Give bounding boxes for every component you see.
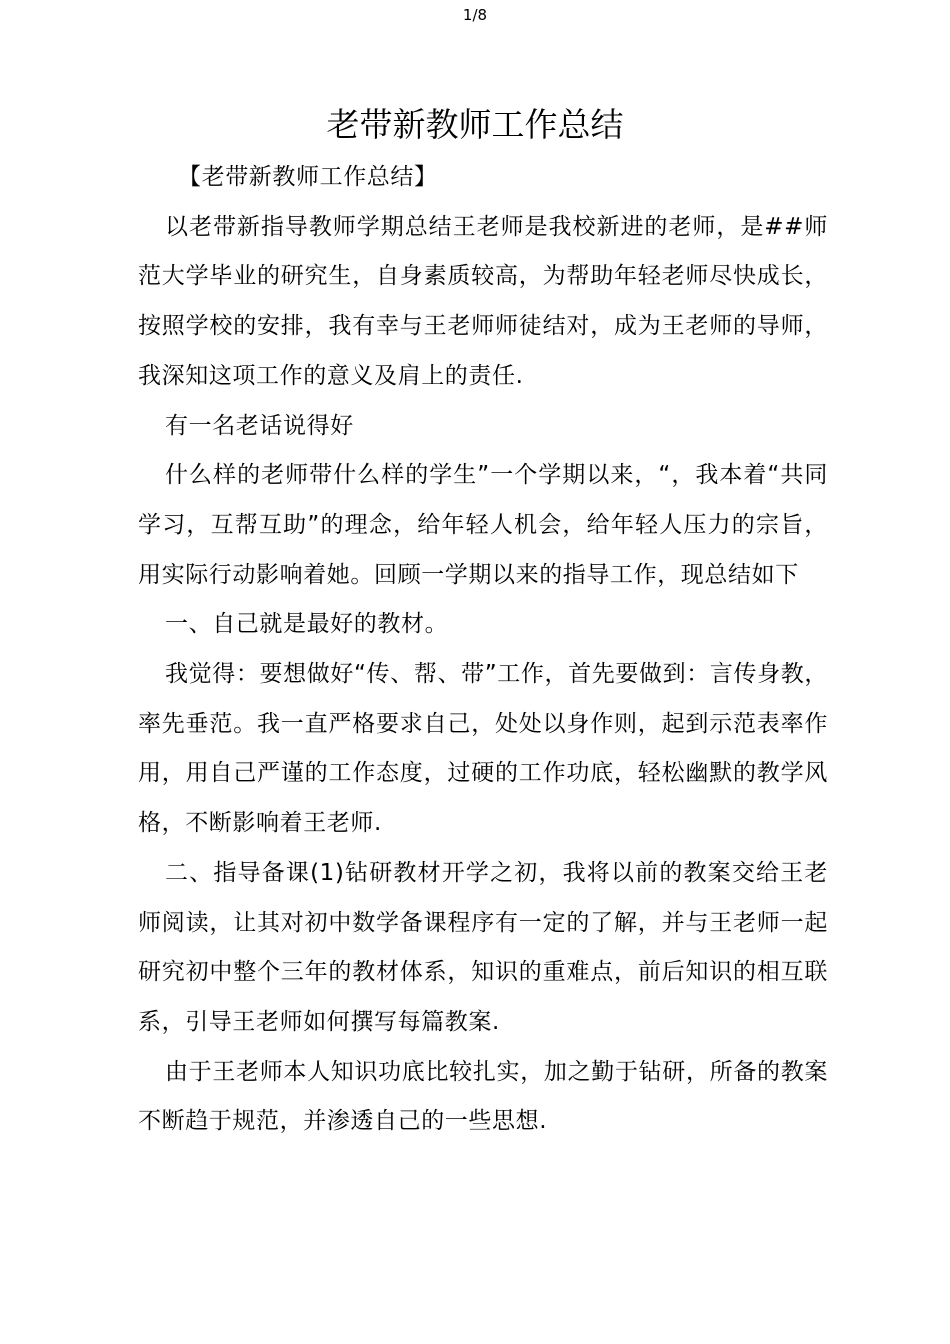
paragraph-philosophy: 什么样的老师带什么样的学生”一个学期以来，“，我本着“共同学习，互帮互助”的理念，给年轻人机会，给年轻人压力的宗旨，用实际行动影响着她。回顾一学期以来的指导工作，现总结如下 [138,462,828,588]
paragraph-lesson-prep: 二、指导备课(1)钻研教材开学之初，我将以前的教案交给王老师阅读，让其对初中数学备课程序有一定的了解，并与王老师一起研究初中整个三年的教材体系，知识的重难点，前后知识的相互联系，引导王老师如何撰写每篇教案. [138,859,828,1035]
paragraph-progress: 由于王老师本人知识功底比较扎实，加之勤于钻研，所备的教案不断趋于规范，并渗透自己的一些思想. [138,1058,828,1135]
paragraph-saying: 有一名老话说得好 [165,412,354,439]
document-title: 老带新教师工作总结 [326,105,624,144]
paragraph-role-model: 我觉得：要想做好“传、帮、带”工作，首先要做到：言传身教，率先垂范。我一直严格要求自己，处处以身作则，起到示范表率作用，用自己严谨的工作态度，过硬的工作功底，轻松幽默的教学风格，不断影响着王老师. [138,661,828,837]
document-subtitle: 【老带新教师工作总结】 [178,164,438,190]
section-heading-1: 一、自己就是最好的教材。 [165,611,449,638]
page-number: 1/8 [462,6,488,24]
paragraph-intro: 以老带新指导教师学期总结王老师是我校新进的老师，是##师范大学毕业的研究生，自身素质较高，为帮助年轻老师尽快成长，按照学校的安排，我有幸与王老师师徒结对，成为王老师的导师，我深知这项工作的意义及肩上的责任. [138,213,828,389]
document-body [138,153,828,1147]
